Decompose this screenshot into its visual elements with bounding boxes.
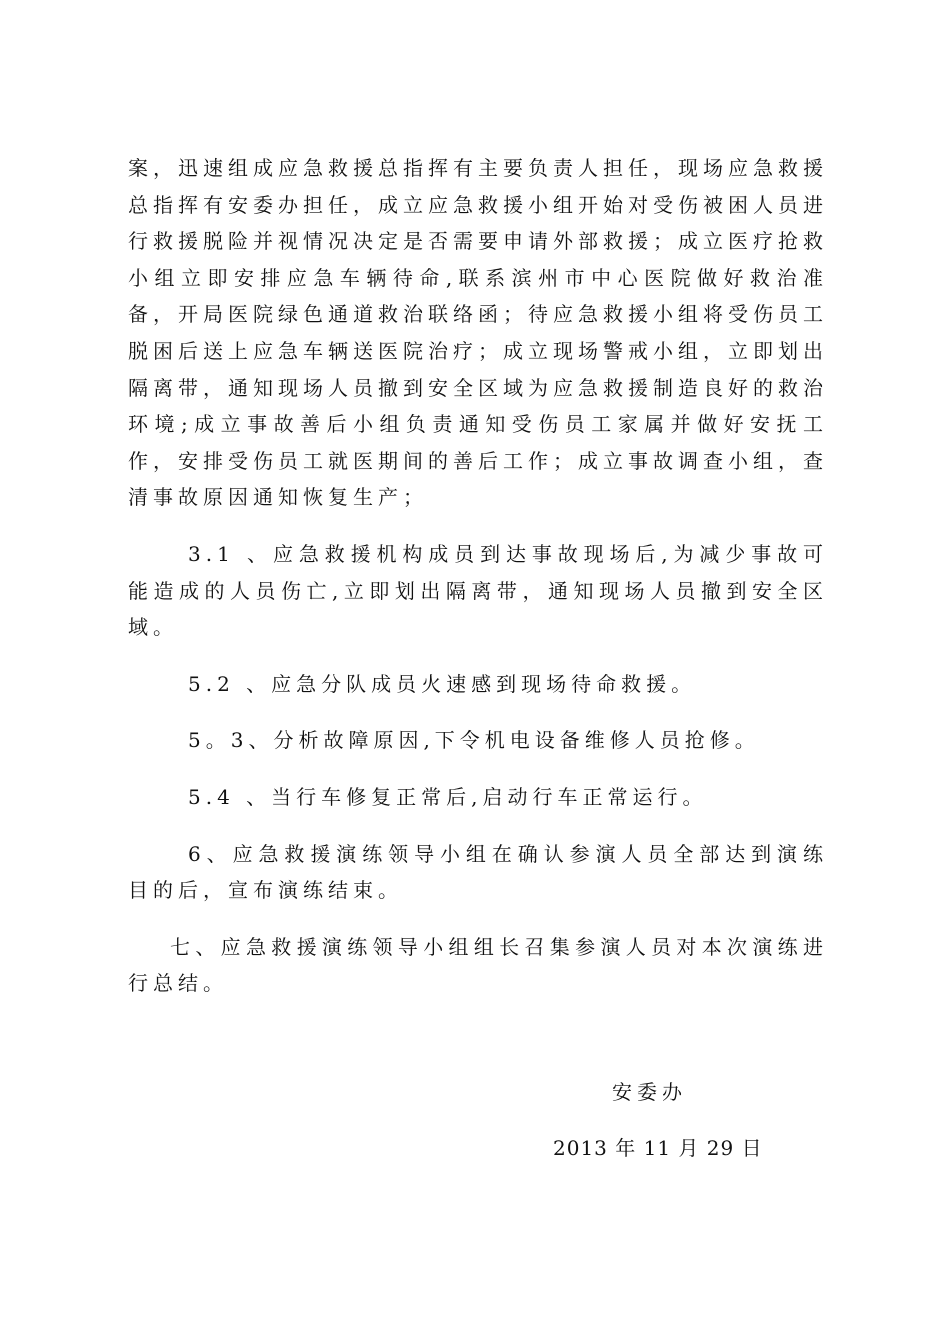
- paragraph-5-3: 5。3、分析故障原因,下令机电设备维修人员抢修。: [188, 728, 760, 753]
- signature-office: 安委办: [612, 1080, 687, 1104]
- paragraph-5-4: 5.4 、当行车修复正常后,启动行车正常运行。: [188, 784, 708, 809]
- paragraph-6: 6、应急救援演练领导小组在确认参演人员全部达到演练目的后，宣布演练结束。: [128, 841, 828, 903]
- document-body: [128, 150, 828, 1002]
- paragraph-emergency-response: 案，迅速组成应急救援总指挥有主要负责人担任，现场应急救援总指挥有安委办担任，成立应急救援小组开始对受伤被困人员进行救援脱险并视情况决定是否需要申请外部救援；成立医疗抢救小组立即安排应急车辆待命,联系滨州市中心医院做好救治准备，开局医院绿色通道救治联络函；待应急救援小组将受伤员工脱困后送上应急车辆送医院治疗；成立现场警戒小组，立即划出隔离带，通知现场人员撤到安全区域为应急救援制造良好的救治环境;成立事故善后小组负责通知受伤员工家属并做好安抚工作，安排受伤员工就医期间的善后工作；成立事故调查小组，查清事故原因通知恢复生产；: [128, 156, 828, 510]
- paragraph-5-2: 5.2 、应急分队成员火速感到现场待命救援。: [188, 671, 697, 696]
- document-date: 2013 年 11 月 29 日: [553, 1136, 763, 1160]
- paragraph-7: 七、应急救援演练领导小组组长召集参演人员对本次演练进行总结。: [128, 934, 828, 996]
- paragraph-3-1: 3.1 、应急救援机构成员到达事故现场后,为减少事故可能造成的人员伤亡,立即划出隔离带，通知现场人员撤到安全区域。: [128, 541, 828, 640]
